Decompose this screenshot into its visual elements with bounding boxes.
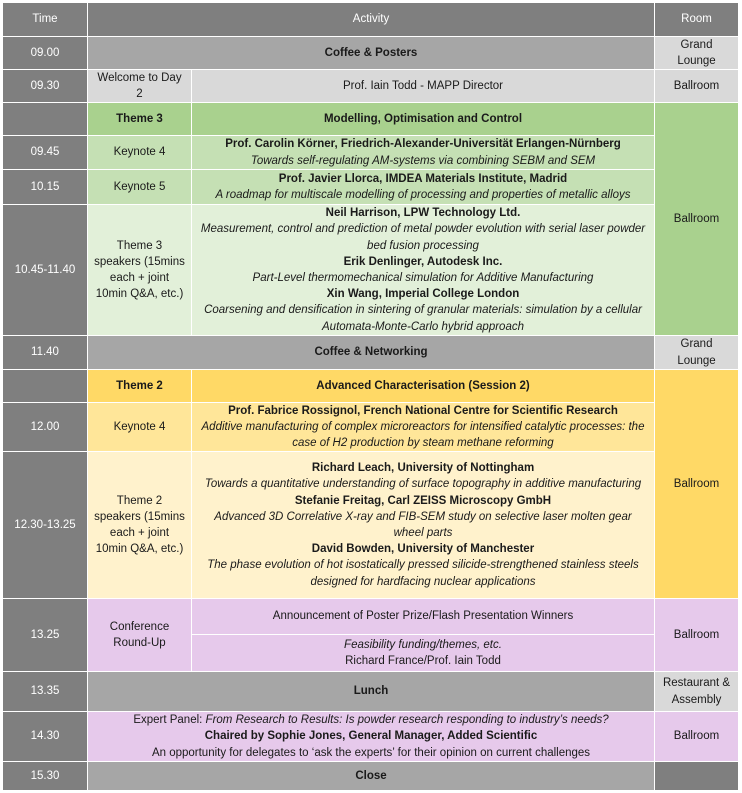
- time-1335: 13.35: [3, 672, 88, 712]
- speaker-korner: Prof. Carolin Körner, Friedrich-Alexander-Universität Erlangen-Nürnberg: [225, 138, 621, 151]
- speaker-harrison: Neil Harrison, LPW Technology Ltd.: [325, 207, 521, 220]
- speaker-llorca: Prof. Javier Llorca, IMDEA Materials Institute, Madrid: [278, 172, 568, 185]
- talk-harrison: Measurement, control and prediction of metal powder evolution with serial laser powder bed fusion processing: [200, 223, 646, 252]
- room-ballroom-theme3: Ballroom: [655, 103, 739, 336]
- label-theme2-speakers: Theme 2 speakers (15mins each + joint 10min Q&A, etc.): [88, 452, 192, 599]
- expert-panel-cell: [88, 712, 655, 762]
- speaker-rossignol: Prof. Fabrice Rossignol, French National Centre for Scientific Research: [228, 404, 618, 417]
- room-ballroom-theme2: Ballroom: [655, 370, 739, 599]
- room-ballroom-roundup: Ballroom: [655, 599, 739, 672]
- label-welcome: Welcome to Day 2: [88, 70, 192, 103]
- label-keynote4-b: Keynote 4: [88, 403, 192, 452]
- round-up-speakers: Richard France/Prof. Iain Todd: [345, 655, 501, 667]
- room-empty-close: [655, 762, 739, 791]
- talk-llorca: A roadmap for multiscale modelling of processing and properties of metallic alloys: [215, 189, 631, 201]
- header-activity: Activity: [88, 3, 655, 37]
- activity-close: Close: [88, 762, 655, 791]
- speaker-leach: Richard Leach, University of Nottingham: [311, 462, 535, 475]
- talk-wang: Coarsening and densification in sintering of granular materials: simulation by a cellular Automata-Monte-Carlo hybrid approach: [204, 304, 642, 333]
- time-1325: 13.25: [3, 599, 88, 672]
- time-1140: 11.40: [3, 336, 88, 370]
- theme2-speakers-cell: [192, 452, 655, 599]
- theme3-label: Theme 3: [88, 103, 192, 136]
- talk-leach: Towards a quantitative understanding of surface topography in additive manufacturing: [204, 478, 642, 491]
- room-ballroom-1: Ballroom: [655, 70, 739, 103]
- speaker-bowden: David Bowden, University of Manchester: [311, 543, 535, 556]
- time-0945: 09.45: [3, 136, 88, 170]
- panel-prefix: Expert Panel:: [133, 714, 206, 727]
- theme2-label: Theme 2: [88, 370, 192, 403]
- talk-freitag: Advanced 3D Correlative X-ray and FIB-SEM study on selective laser molten gear wheel parts: [214, 510, 632, 539]
- label-theme3-speakers: Theme 3 speakers (15mins each + joint 10min Q&A, etc.): [88, 205, 192, 336]
- panel-title: From Research to Results: Is powder research responding to industry’s needs?: [205, 714, 609, 727]
- time-1230: 12.30-13.25: [3, 452, 88, 599]
- time-0900: 09.00: [3, 37, 88, 70]
- time-1045: 10.45-11.40: [3, 205, 88, 336]
- header-time: Time: [3, 3, 88, 37]
- room-ballroom-panel: Ballroom: [655, 712, 739, 762]
- time-1430: 14.30: [3, 712, 88, 762]
- theme2-title: Advanced Characterisation (Session 2): [192, 370, 655, 403]
- speaker-wang: Xin Wang, Imperial College London: [326, 288, 520, 301]
- keynote4-a-cell: [192, 136, 655, 170]
- theme3-title: Modelling, Optimisation and Control: [192, 103, 655, 136]
- time-empty-theme2: [3, 370, 88, 403]
- speaker-freitag: Stefanie Freitag, Carl ZEISS Microscopy GmbH: [294, 494, 552, 507]
- announcement-cell: Announcement of Poster Prize/Flash Presentation Winners: [192, 599, 655, 635]
- time-1200: 12.00: [3, 403, 88, 452]
- header-room: Room: [655, 3, 739, 37]
- panel-title-line: [133, 712, 608, 728]
- theme3-speakers-cell: [192, 205, 655, 336]
- talk-rossignol: Additive manufacturing of complex microreactors for intensified catalytic processes: the case of H2 production by steam methane reforming: [201, 420, 645, 450]
- activity-welcome-speaker: Prof. Iain Todd - MAPP Director: [192, 70, 655, 103]
- speaker-denlinger: Erik Denlinger, Autodesk Inc.: [343, 255, 503, 268]
- keynote4-b-cell: [192, 403, 655, 452]
- talk-bowden: The phase evolution of hot isostatically pressed silicide-strengthened stainless steels designed for hardfacing nuclear applications: [207, 559, 639, 588]
- feasibility-cell: [192, 635, 655, 672]
- keynote5-cell: [192, 170, 655, 205]
- time-empty-theme3: [3, 103, 88, 136]
- talk-korner: Towards self-regulating AM-systems via combining SEBM and SEM: [250, 154, 596, 167]
- talk-denlinger: Part-Level thermomechanical simulation for Additive Manufacturing: [252, 272, 594, 284]
- panel-description: An opportunity for delegates to ‘ask the experts’ for their opinion on current challenges: [151, 746, 591, 759]
- label-keynote5: Keynote 5: [88, 170, 192, 205]
- activity-coffee-posters: Coffee & Posters: [88, 37, 655, 70]
- room-grand-lounge-1: Grand Lounge: [655, 37, 739, 70]
- activity-coffee-networking: Coffee & Networking: [88, 336, 655, 370]
- time-1530: 15.30: [3, 762, 88, 791]
- activity-lunch: Lunch: [88, 672, 655, 712]
- room-grand-lounge-2: Grand Lounge: [655, 336, 739, 370]
- panel-chair: Chaired by Sophie Jones, General Manager, Added Scientific: [204, 730, 538, 743]
- feasibility-text: Feasibility funding/themes, etc.: [344, 638, 502, 651]
- time-1015: 10.15: [3, 170, 88, 205]
- label-round-up: Conference Round-Up: [88, 599, 192, 672]
- label-keynote4-a: Keynote 4: [88, 136, 192, 170]
- time-0930: 09.30: [3, 70, 88, 103]
- room-restaurant: Restaurant & Assembly: [655, 672, 739, 712]
